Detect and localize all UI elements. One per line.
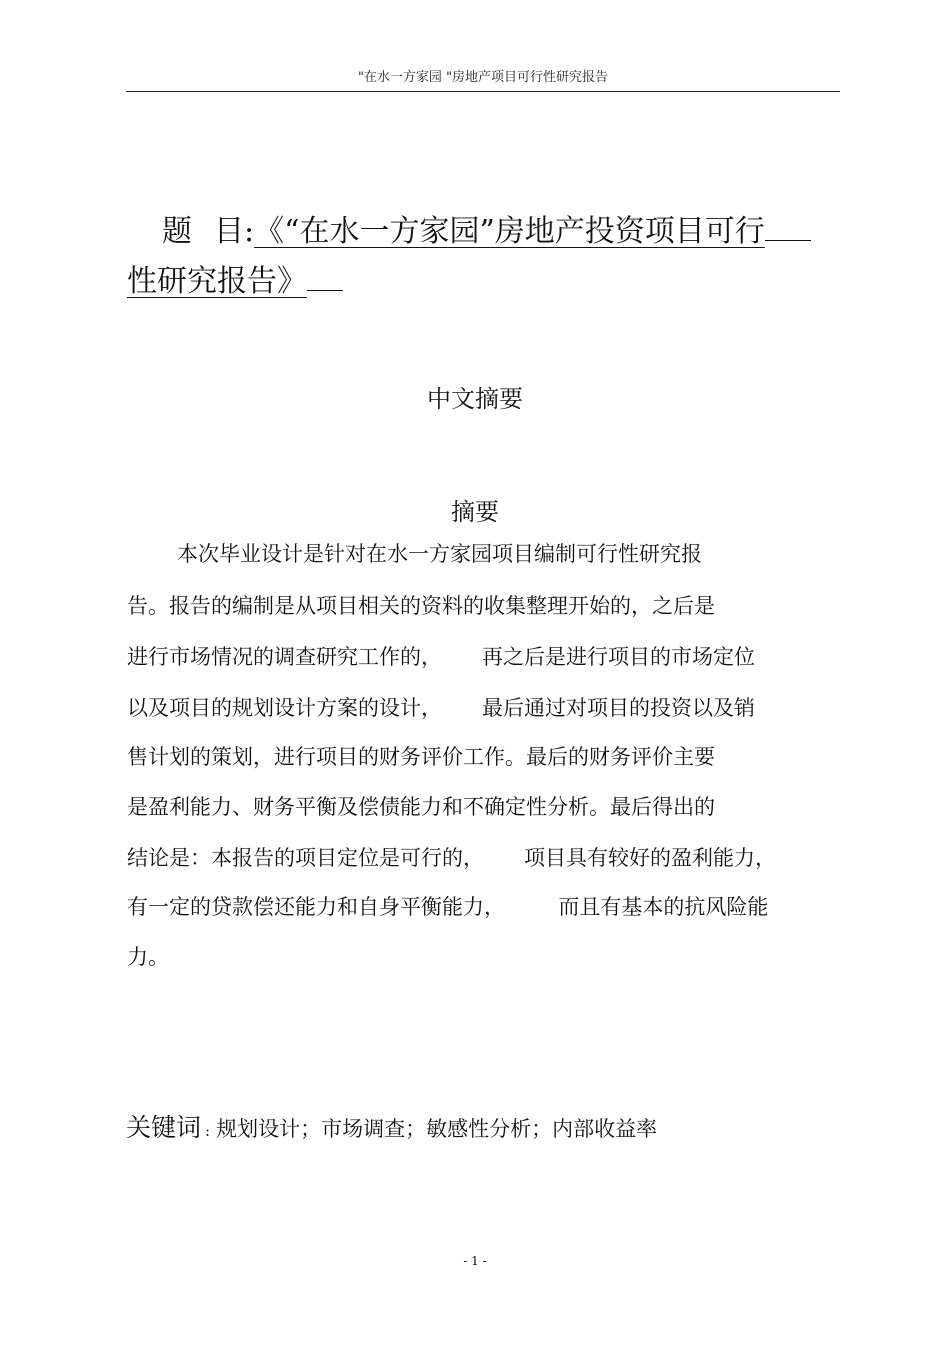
- abstract-line: 告。报告的编制是从项目相关的资料的收集整理开始的，之后是: [127, 594, 715, 618]
- abstract-line: 进行市场情况的调查研究工作的， 再之后是进行项目的市场定位: [127, 645, 756, 669]
- title-label-2: 目:: [214, 214, 255, 249]
- title-label: 题: [162, 214, 192, 249]
- keywords-colon: :: [205, 1122, 211, 1140]
- title-underline-pad-2: [307, 264, 343, 291]
- title-line-2: [127, 263, 343, 301]
- abstract-line: 以及项目的规划设计方案的设计， 最后通过对项目的投资以及销: [127, 696, 756, 720]
- abstract-heading: 摘要: [451, 498, 499, 526]
- title-underline-pad: [765, 212, 811, 241]
- abstract-line: 是盈利能力、财务平衡及偿债能力和不确定性分析。最后得出的: [127, 795, 715, 819]
- title-text-line-1: 《“在水一方家园”房地产投资项目可行: [254, 214, 765, 249]
- abstract-line: 结论是：本报告的项目定位是可行的， 项目具有较好的盈利能力，: [127, 846, 777, 870]
- keywords-text: 规划设计；市场调查；敏感性分析；内部收益率: [216, 1117, 658, 1141]
- page-number: - 1 -: [463, 1254, 487, 1268]
- keywords: [126, 1108, 657, 1144]
- title-text-line-2: 性研究报告》: [127, 264, 307, 299]
- abstract-line: 有一定的贷款偿还能力和自身平衡能力， 而且有基本的抗风险能: [127, 895, 769, 919]
- keywords-label: 关键词: [126, 1113, 202, 1142]
- chinese-abstract-heading: 中文摘要: [427, 385, 523, 413]
- abstract-line: 力。: [127, 945, 169, 969]
- abstract-line: 售计划的策划，进行项目的财务评价工作。最后的财务评价主要: [127, 745, 715, 769]
- header-rule: [126, 91, 840, 92]
- title-line-1: [162, 212, 811, 251]
- running-header: "在水一方家园 "房地产项目可行性研究报告: [357, 70, 609, 85]
- abstract-line: 本次毕业设计是针对在水一方家园项目编制可行性研究报: [177, 542, 702, 566]
